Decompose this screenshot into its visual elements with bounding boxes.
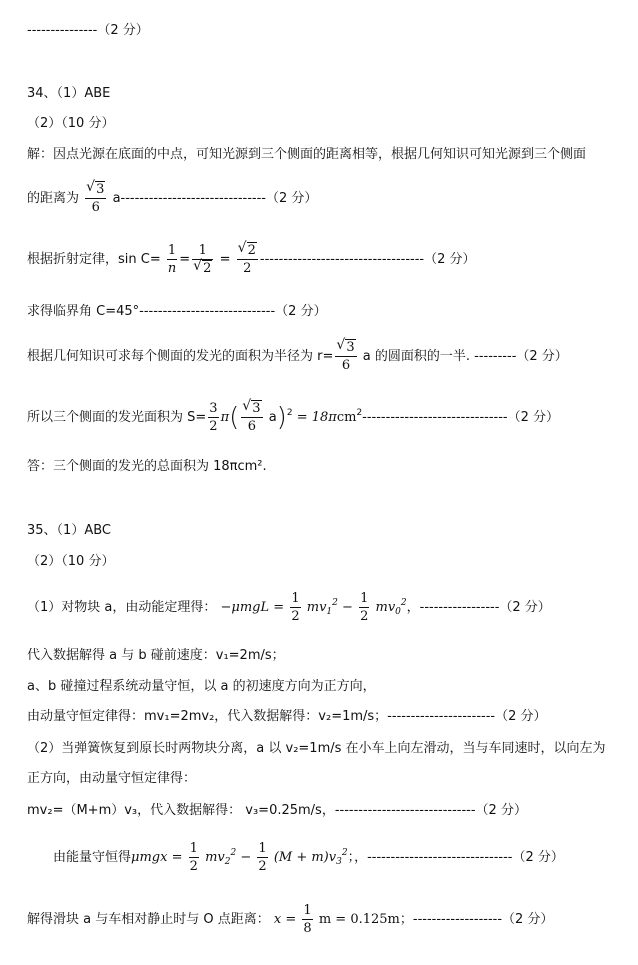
q35-final-line: 解得滑块 a 与车相对静止时与 O 点距离： x = $\frac{1}{8}$ m = 0.125m；-------------------（2 分） [27,903,554,936]
q34-header: 34、（1）ABE [27,86,111,101]
q35-kinetic-energy-line: （1）对物块 a，由动能定理得： −μmgL = $\frac{1}{2}$ $mv_1^2$ − $\frac{1}{2}$ $mv_0^2$，-----------------（2 分） [27,591,551,624]
q34-answer: 答：三个侧面的发光的总面积为 18πcm². [27,459,267,474]
ke-fraction-1: $\frac{1}{2}$ [291,591,300,624]
q34-area-line: 根据几何知识可求每个侧面的发光的面积为半径为 r= √ 3 6 a 的圆面积的一半. ---------（2 分） [27,337,568,373]
q35-energy-line: 由能量守恒得μmgx = $\frac{1}{2}$ $mv_2^2$ − $\frac{1}{2}$ $(M + m)v_3^2$；，-------------------------------（2 分） [53,841,564,874]
q35-v3-line: mv₂=（M+m）v₃，代入数据解得： v₃=0.25m/s，------------------------------（2 分） [27,803,527,818]
q34-critical-angle: 求得临界角 C=45°-----------------------------（2 分） [27,304,327,319]
q34-solution: 解：因点光源在底面的中点，可知光源到三个侧面的距离相等，根据几何知识可知光源到三个侧面 [27,147,587,162]
q35-momentum-line: a、b 碰撞过程系统动量守恒，以 a 的初速度方向为正方向， [27,679,376,694]
refraction-fraction-3: √ 2 2 [237,240,256,276]
q34-refraction-line: 根据折射定律，sin C= $\frac{1}{n}$ = 1 √ 2 = √ 2 2 -----------------------------------（2 分） [27,240,476,276]
q34-part2: （2）（10 分） [27,116,115,131]
q35-spring-line-1: （2）当弹簧恢复到原长时两物块分离，a 以 v₂=1m/s 在小车上向左滑动，当与车同速时，以向左为 [27,741,606,756]
total-fraction: $\frac{3}{2}$ [209,401,218,434]
refraction-fraction-2: 1 √ 2 [193,243,212,276]
energy-fraction-1: $\frac{1}{2}$ [189,841,198,874]
q34-total-area-line: 所以三个侧面的发光面积为 S= $\frac{3}{2}$ π( √ 3 6 a)$^2$ = 18πcm$^2$-------------------------------（2 分） [27,398,559,434]
final-fraction: $\frac{1}{8}$ [303,903,312,936]
q35-spring-line-2: 正方向，由动量守恒定律得： [27,771,197,786]
q35-v1-line: 代入数据解得 a 与 b 碰前速度：v₁=2m/s； [27,648,285,663]
total-sqrt-fraction: √ 3 6 [242,398,261,434]
energy-fraction-2: $\frac{1}{2}$ [258,841,267,874]
refraction-fraction-1: $\frac{1}{n}$ [167,243,177,276]
q35-momentum-eq-line: 由动量守恒定律得：mv₁=2mv₂，代入数据解得：v₂=1m/s；-----------------------（2 分） [27,709,547,724]
q35-part2: （2）（10 分） [27,554,115,569]
radius-fraction: √ 3 6 [336,337,355,373]
ke-fraction-2: $\frac{1}{2}$ [360,591,369,624]
q35-header: 35、（1）ABC [27,523,111,538]
top-score-line: ---------------（2 分） [27,23,149,38]
q34-distance-line: 的距离为 √ 3 6 a-------------------------------（2 分） [27,179,318,215]
distance-fraction: √ 3 6 [86,179,105,215]
